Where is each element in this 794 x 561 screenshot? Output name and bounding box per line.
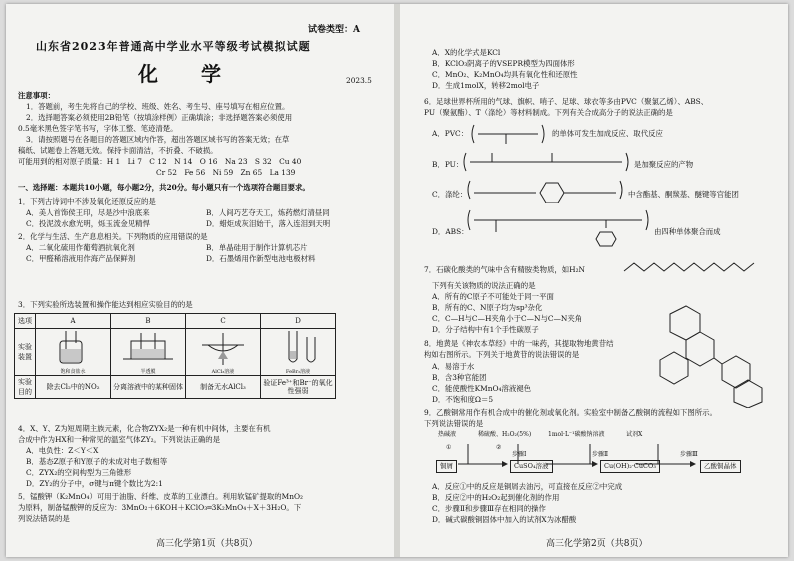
note-line: 3．请按照题号在各题目的答题区域内作答，超出答题区域书写的答案无效；在草 (26, 135, 290, 144)
apparatus-label: 饱和食盐水 (60, 369, 86, 375)
option: B．所有的C、N原子均为sp³杂化 (432, 303, 543, 312)
option: B．KClO₃阴离子的VSEPR模型为四面体形 (432, 59, 575, 68)
note-line: 稿纸、试题卷上答题无效。保持卡面清洁，不折叠、不破损。 (18, 146, 218, 155)
option: A．PVC： (432, 129, 469, 138)
question-stem: 1．下列古诗词中不涉及氧化还原反应的是 (18, 197, 156, 206)
option: C．投泥泼水愈光明，烁玉流金见精悍 (26, 219, 150, 228)
flow-step: 步骤Ⅲ (680, 451, 698, 458)
apparatus-label: AlCl₃溶液 (211, 369, 235, 375)
option: C．ZYX₂的空间构型为三角锥形 (26, 468, 132, 477)
flow-box: 铜屑 (436, 460, 457, 473)
option: C．MnO₂、K₂MnO₄均具有氧化性和还原性 (432, 70, 578, 79)
option-tail: 是加聚反应的产物 (634, 160, 694, 169)
option: B．单晶硅用于制作计算机芯片 (206, 243, 308, 252)
apparatus-c (186, 329, 261, 376)
apparatus-d (261, 329, 336, 376)
page-gutter (394, 4, 400, 557)
flow-step: 步骤Ⅰ (512, 451, 527, 458)
option: A．美人首饰侯王印，尽是沙中浪底来 (26, 208, 150, 217)
subject-title: 化 学 (138, 62, 239, 86)
option: C．甲醛稀溶液用作海产品保鲜剂 (26, 254, 136, 263)
question-stem: 合成中作为HX和一种常见的温室气体ZY₂。下列说法正确的是 (18, 435, 221, 444)
page-footer: 高三化学第2页（共8页） (546, 539, 648, 549)
flow-reagent: 热碱液 (438, 431, 457, 438)
rehmannioside-structure-icon (630, 300, 780, 408)
table-header: C (186, 314, 261, 329)
table-header: A (36, 314, 111, 329)
option: D．ABS： (432, 227, 469, 236)
section-heading: 一、选择题：本题共10小题，每小题2分，共20分。每小题只有一个选项符合题目要求。 (18, 183, 310, 192)
question-stem: 2．化学与生活、生产息息相关。下列物质的应用错误的是 (18, 232, 208, 241)
option: C．C—H与C—H夹角小于C—N与C—N夹角 (432, 314, 583, 323)
question-stem: 为原料，制备锰酸钾的反应为：3MnO₂＋6KOH＋KClO₃═3K₂MnO₄＋X＋3H₂O。下 (18, 503, 302, 512)
flow-arrows (422, 440, 742, 480)
flow-circle: ② (496, 444, 502, 451)
question-stem: 下列说法错误的是 (424, 419, 484, 428)
question-stem: 列说法错误的是 (18, 514, 70, 523)
option-tail: 由四种单体聚合而成 (654, 227, 721, 236)
purpose-cell: 分离溶液中的某种固体 (111, 376, 186, 399)
exam-paper (6, 4, 788, 557)
exam-title: 山东省2023年普通高中学业水平等级考试模拟试题 (36, 40, 311, 53)
pu-structure-icon (462, 150, 632, 174)
flow-box: 乙酸铜晶体 (700, 460, 741, 473)
note-line: 0.5毫米黑色签字笔书写，字体工整、笔迹清楚。 (18, 124, 178, 133)
evaporating-dish-icon (188, 329, 258, 367)
apparatus-a (36, 329, 111, 376)
flow-box: Cu(OH)₂·CuCO₃ (600, 460, 660, 473)
right-page (402, 4, 788, 557)
option: C．能使酸性KMnO₄溶液褪色 (432, 384, 532, 393)
exam-type: 试卷类型：A (308, 25, 360, 35)
question-stem: 5．锰酸钾（K₂MnO₄）可用于油脂、纤维、皮革的工业漂白。利用软锰矿提取的MnO₂ (18, 492, 303, 501)
note-line: 1．答题前，考生先将自己的学校、班级、姓名、考生号、座号填写在相应位置。 (26, 102, 290, 111)
purpose-cell: 制备无水AlCl₃ (186, 376, 261, 399)
option-tail: 中含酯基、酮羰基、醚键等官能团 (628, 190, 739, 199)
purpose-cell: 除去Cl₂中的NO₂ (36, 376, 111, 399)
terylene-structure-icon (466, 177, 626, 203)
flow-step: 步骤Ⅱ (592, 451, 609, 458)
apparatus-label: 半透膜 (140, 369, 156, 375)
question-stem: 3．下列实验所选装置和操作能达到相应实验目的的是 (18, 300, 193, 309)
option: B．含3种官能团 (432, 373, 487, 382)
option: A．反应①中的反应是铜屑去油污，可直接在反应②中完成 (432, 482, 623, 491)
option: A．电负性：Z＜Y＜X (26, 446, 99, 455)
gas-wash-bottle-icon (38, 329, 108, 367)
row-label: 实验 装置 (15, 329, 36, 376)
option-tail: 的单体可发生加成反应、取代反应 (552, 129, 663, 138)
pvc-structure-icon (468, 121, 548, 147)
row-label: 实验 目的 (15, 376, 36, 399)
abs-structure-icon (466, 204, 652, 248)
exam-date: 2023.5 (346, 76, 372, 85)
option: A．X的化学式是KCl (432, 48, 501, 57)
apparatus-label: FeBr₂溶液 (285, 369, 311, 375)
flow-reagent: 稀硫酸、H₂O₂(5%) (478, 431, 532, 438)
page-footer: 高三化学第1页（共8页） (156, 539, 258, 549)
question-stem: 8．地黄是《神农本草经》中的一味药，其提取物地黄苷结 (424, 339, 614, 348)
atomic-masses: 可能用到的相对原子质量：H 1 Li 7 C 12 N 14 O 16 Na 23 S 32 Cu 40 (18, 157, 302, 166)
question-stem: 7．石碳化酸类的气味中含有精胺类物质，如H₂N (424, 265, 586, 274)
option: D．不饱和度Ω＝5 (432, 395, 494, 404)
question-stem: PU（聚氨酯）、T（涤纶）等材料制成。下列有关合成高分子的说法正确的是 (424, 108, 673, 117)
dialysis-icon (113, 329, 183, 367)
question-stem: 4．X、Y、Z为短周期主族元素，化合物ZYX₂是一种有机中间体，主要在有机 (18, 424, 271, 433)
option: B．人间巧艺夺天工，炼药燃灯清昼同 (206, 208, 330, 217)
note-line: 2．选择题答案必须使用2B铅笔（按填涂样例）正确填涂；非选择题答案必须使用 (26, 113, 293, 122)
option: A．易溶于水 (432, 362, 475, 371)
question-stem: 6．足球世界杯所用的气球、旗帜、哨子、足球、球衣等多由PVC（聚氯乙烯）、ABS、 (424, 97, 709, 106)
option: B．基态Z原子和Y原子的未成对电子数相等 (26, 457, 168, 466)
table-header: D (261, 314, 336, 329)
option: D．碱式碳酸铜固体中加入的试剂X为冰醋酸 (432, 515, 577, 524)
option: D．蜡炬成灰泪始干，落入连泪到天明 (206, 219, 331, 228)
apparatus-b (111, 329, 186, 376)
flow-circle: ① (446, 444, 452, 451)
question-stem: 9．乙酸铜常用作有机合成中的催化剂或氧化剂。实验室中制备乙酸铜的流程如下图所示。 (424, 408, 717, 417)
option: D．ZY₂的分子中，σ键与π键个数比为2:1 (26, 479, 163, 488)
option: D．生成1molX，转移2mol电子 (432, 81, 540, 90)
option: B．PU： (432, 160, 464, 169)
option: C．涤纶： (432, 190, 468, 199)
left-page (6, 4, 392, 557)
table-header: 选项 (15, 314, 36, 329)
spermine-structure-icon (622, 257, 772, 277)
test-tube-icon (263, 329, 333, 367)
option: B．反应②中的H₂O₂起到催化剂的作用 (432, 493, 560, 502)
purpose-cell: 验证Fe³⁺和Br⁻的氧化性强弱 (261, 376, 336, 399)
question-stem: 构如右图所示。下列关于地黄苷的说法错误的是 (424, 350, 580, 359)
table-header: B (111, 314, 186, 329)
notes-header: 注意事项： (18, 91, 55, 100)
atomic-masses: Cr 52 Fe 56 Ni 59 Zn 65 La 139 (156, 168, 296, 177)
flow-reagent: 试剂X (626, 431, 643, 438)
question-stem: 下列有关该物质的说法正确的是 (432, 281, 536, 290)
option: D．分子结构中有1个手性碳原子 (432, 325, 539, 334)
option: D．石墨烯用作新型电池电极材料 (206, 254, 316, 263)
flow-reagent: 1mol·L⁻¹碳酸钠溶液 (548, 431, 605, 438)
flow-box: CuSO₄溶液 (510, 460, 553, 473)
option: A．二氧化硫用作葡萄酒抗氧化剂 (26, 243, 135, 252)
option: C．步骤Ⅱ和步骤Ⅲ存在相同的操作 (432, 504, 546, 513)
experiment-table (14, 313, 336, 399)
option: A．所有的C原子不可能处于同一平面 (432, 292, 554, 301)
